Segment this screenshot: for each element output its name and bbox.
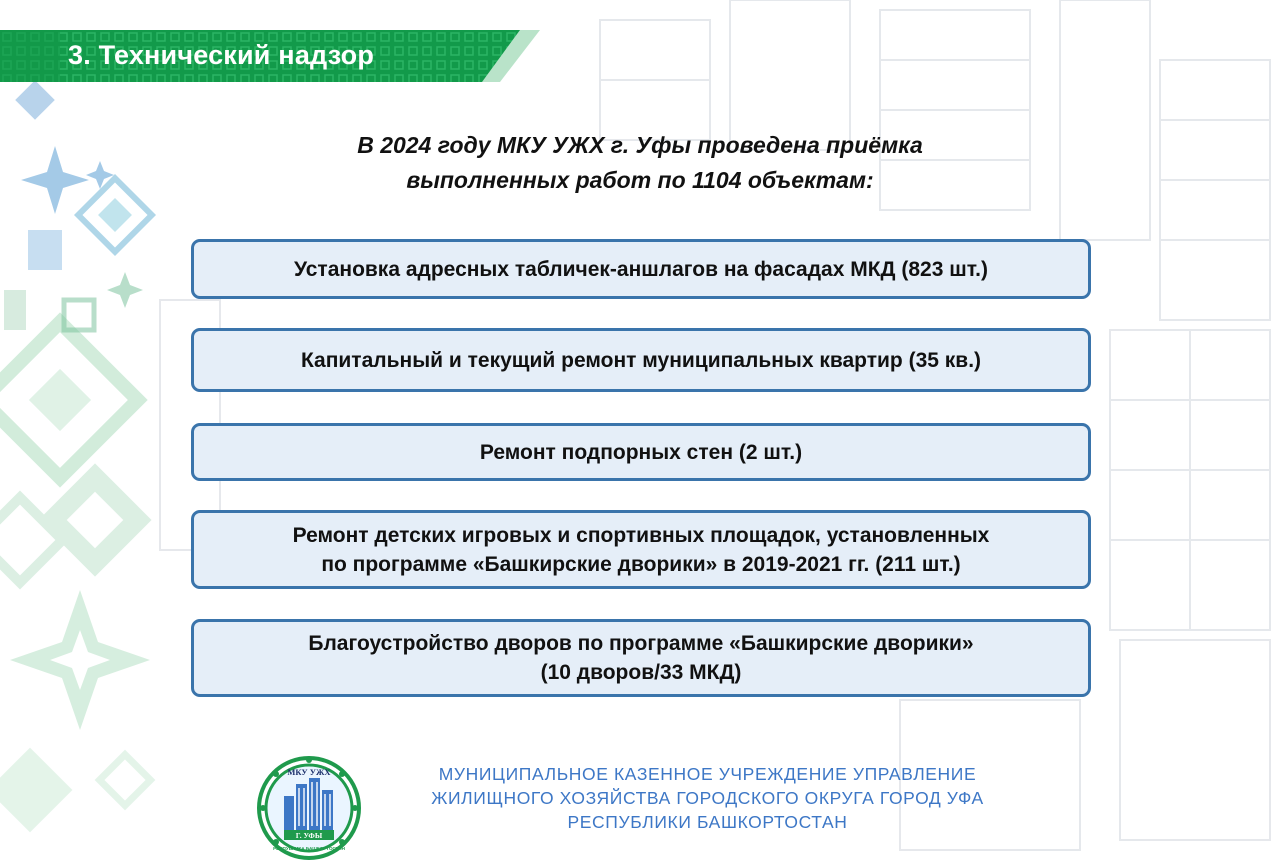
work-item-box <box>191 510 1091 589</box>
logo-top-text: МКУ УЖХ <box>287 767 331 777</box>
work-item-text: (10 дворов/33 МКД) <box>540 661 742 684</box>
organization-name <box>405 762 1010 834</box>
organization-line-2: ЖИЛИЩНОГО ХОЗЯЙСТВА ГОРОДСКОГО ОКРУГА ГОРОД УФА <box>431 788 984 808</box>
work-item-box <box>191 239 1091 299</box>
work-item-text: Установка адресных табличек-аншлагов на фасадах МКД (823 шт.) <box>294 257 988 281</box>
logo-ring-text: РЕСПУБЛИКА БАШКОРТОСТАН <box>273 846 345 851</box>
work-item-text: Благоустройство дворов по программе «Башкирские дворики» <box>308 632 974 655</box>
page-title: 3. Технический надзор <box>68 40 375 70</box>
work-item-box <box>191 619 1091 697</box>
work-item-text: по программе «Башкирские дворики» в 2019-2021 гг. (211 шт.) <box>321 552 961 576</box>
intro-heading <box>240 128 1040 198</box>
logo-bottom-text: Г. УФЫ <box>295 831 323 840</box>
work-item-text: Ремонт подпорных стен (2 шт.) <box>479 440 803 464</box>
intro-line-2: выполненных работ по 1104 объектам: <box>406 167 874 193</box>
header-banner <box>0 30 540 82</box>
work-item-box <box>191 423 1091 481</box>
organization-logo <box>254 756 364 860</box>
organization-line-3: РЕСПУБЛИКИ БАШКОРТОСТАН <box>567 812 848 832</box>
work-item-box <box>191 328 1091 392</box>
work-item-text: Капитальный и текущий ремонт муниципальных квартир (35 кв.) <box>300 348 982 372</box>
intro-line-1: В 2024 году МКУ УЖХ г. Уфы проведена приёмка <box>357 132 923 158</box>
work-item-text: Ремонт детских игровых и спортивных площадок, установленных <box>292 523 990 547</box>
organization-line-1: МУНИЦИПАЛЬНОЕ КАЗЕННОЕ УЧРЕЖДЕНИЕ УПРАВЛЕНИЕ <box>438 764 977 784</box>
